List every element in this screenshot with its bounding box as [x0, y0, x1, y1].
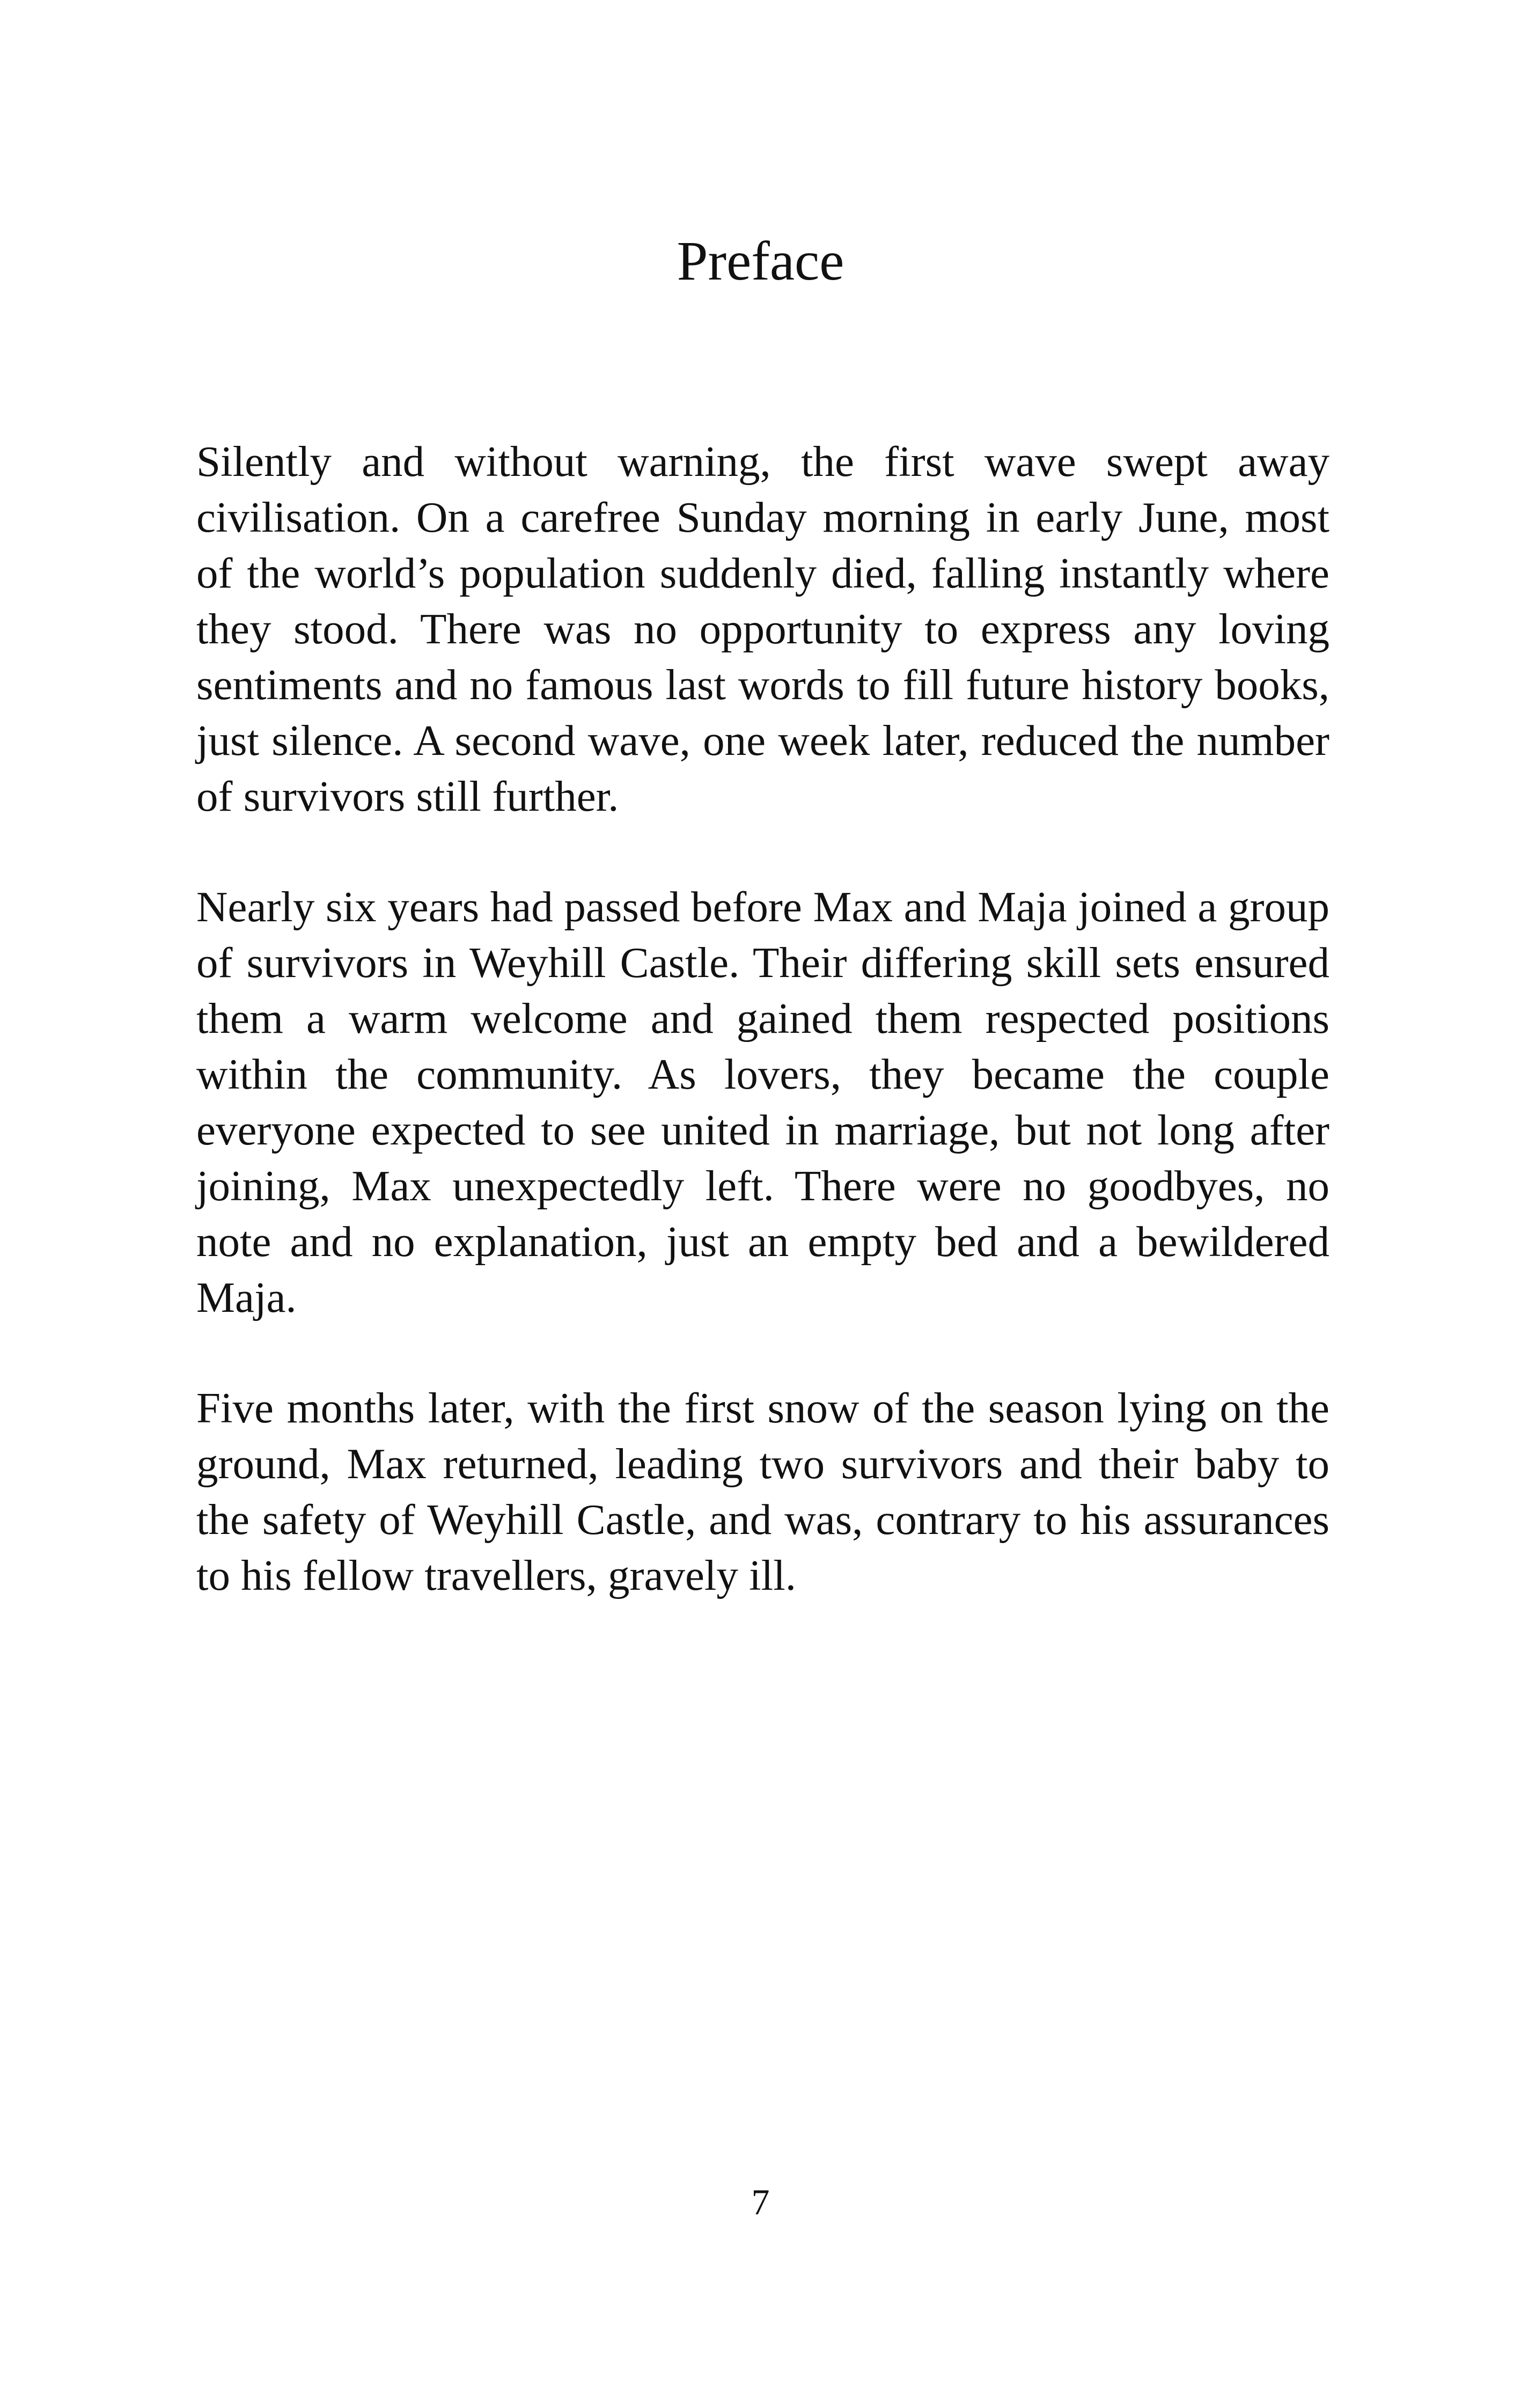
- preface-body: [196, 434, 1329, 1658]
- paragraph-1: Silently and without warning, the first wave swept away civilisation. On a carefree Sunday morning in early June, most of the world’s population suddenly died, falling instantly where they stood. There was no opportunity to express any loving sentiments and no famous last words to fill future history books, just silence. A second wave, one week later, reduced the number of survivors still further.: [196, 437, 1329, 820]
- page-number: 7: [751, 2182, 770, 2222]
- paragraph-3: Five months later, with the first snow of the season lying on the ground, Max returned, leading two survivors and their baby to the safety of Weyhill Castle, and was, contrary to his assurances to his fellow travellers, gravely ill.: [196, 1384, 1329, 1599]
- paragraph-2: Nearly six years had passed before Max and Maja joined a group of survivors in Weyhill Castle. Their differing skill sets ensured them a warm welcome and gained them respected positions within the community. As lovers, they became the couple everyone expected to see united in marriage, but not long after joining, Max unexpectedly left. There were no goodbyes, no note and no explanation, just an empty bed and a bewildered Maja.: [196, 883, 1329, 1322]
- page-title: Preface: [677, 230, 844, 292]
